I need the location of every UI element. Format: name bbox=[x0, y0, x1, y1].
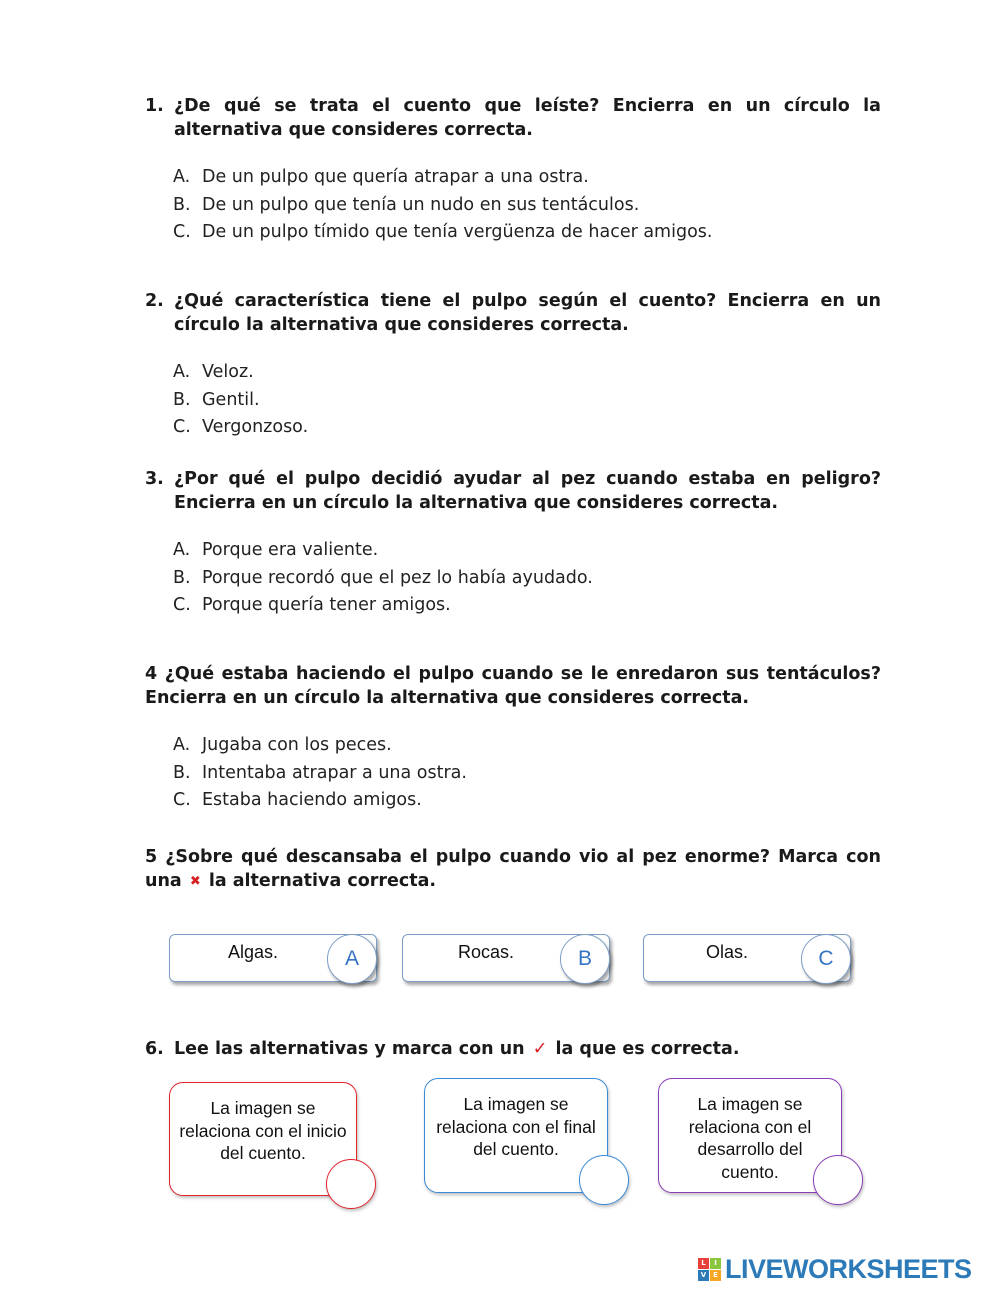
question-4-options bbox=[173, 732, 467, 815]
answer-check-circle[interactable] bbox=[813, 1155, 863, 1205]
question-text: 4 ¿Qué estaba haciendo el pulpo cuando se le enredaron sus tentáculos? Encierra en un círculo la alternativa que consideres correcta. bbox=[145, 664, 881, 708]
answer-letter-circle[interactable]: B bbox=[560, 934, 610, 984]
option-c[interactable]: C. Porque quería tener amigos. bbox=[173, 595, 451, 615]
question-text: ¿Qué característica tiene el pulpo según el cuento? Encierra en un círculo la alternativa que consideres correcta. bbox=[174, 291, 881, 335]
liveworksheets-brand bbox=[698, 1254, 972, 1285]
question-3 bbox=[145, 467, 881, 515]
question-1-options bbox=[173, 164, 712, 247]
question-number: 1. bbox=[145, 96, 164, 116]
answer-pill-b[interactable] bbox=[402, 934, 610, 982]
answer-check-circle[interactable] bbox=[579, 1155, 629, 1205]
answer-letter-circle[interactable]: C bbox=[801, 934, 851, 984]
answer-check-circle[interactable] bbox=[326, 1159, 376, 1209]
liveworksheets-logo-icon: L I V E bbox=[698, 1258, 721, 1281]
answer-card-text: La imagen se relaciona con el final del cuento. bbox=[436, 1094, 596, 1159]
question-text: Lee las alternativas y marca con un ✓ la que es correcta. bbox=[174, 1039, 740, 1059]
option-b[interactable]: B. Porque recordó que el pez lo había ayudado. bbox=[173, 567, 593, 588]
answer-text: Rocas. bbox=[457, 942, 515, 962]
answer-text: Algas. bbox=[227, 942, 279, 962]
option-a[interactable]: A. Jugaba con los peces. bbox=[173, 735, 392, 755]
option-c[interactable]: C. Estaba haciendo amigos. bbox=[173, 790, 422, 810]
answer-text: Olas. bbox=[705, 942, 748, 962]
option-a[interactable]: A. Porque era valiente. bbox=[173, 540, 379, 560]
question-number: 6. bbox=[145, 1039, 164, 1059]
option-b[interactable]: B. Intentaba atrapar a una ostra. bbox=[173, 762, 467, 783]
answer-card-inicio[interactable] bbox=[169, 1082, 357, 1196]
answer-pill-a[interactable] bbox=[169, 934, 377, 982]
option-b[interactable]: B. Gentil. bbox=[173, 389, 260, 410]
answer-letter-circle[interactable]: A bbox=[327, 934, 377, 984]
question-4 bbox=[145, 662, 881, 710]
question-text: 5 ¿Sobre qué descansaba el pulpo cuando vio al pez enorme? Marca con una ✖ la alternativa correcta. bbox=[145, 847, 881, 891]
question-text: ¿De qué se trata el cuento que leíste? Encierra en un círculo la alternativa que consideres correcta. bbox=[174, 96, 881, 140]
option-c[interactable]: C. Vergonzoso. bbox=[173, 417, 309, 437]
answer-card-desarrollo[interactable] bbox=[658, 1078, 842, 1193]
question-number: 3. bbox=[145, 469, 164, 489]
question-3-options bbox=[173, 537, 593, 620]
brand-name: LIVEWORKSHEETS bbox=[725, 1254, 972, 1284]
checkmark-icon: ✓ bbox=[532, 1039, 548, 1059]
question-number: 2. bbox=[145, 291, 164, 311]
option-a[interactable]: A. Veloz. bbox=[173, 362, 254, 382]
question-5 bbox=[145, 845, 881, 894]
option-c[interactable]: C. De un pulpo tímido que tenía vergüenza de hacer amigos. bbox=[173, 222, 713, 242]
x-mark-icon: ✖ bbox=[189, 874, 201, 889]
answer-card-final[interactable] bbox=[424, 1078, 608, 1193]
option-b[interactable]: B. De un pulpo que tenía un nudo en sus tentáculos. bbox=[173, 194, 640, 215]
question-2 bbox=[145, 289, 881, 337]
question-6 bbox=[145, 1037, 881, 1061]
answer-card-text: La imagen se relaciona con el inicio del cuento. bbox=[179, 1098, 347, 1163]
question-text: ¿Por qué el pulpo decidió ayudar al pez cuando estaba en peligro? Encierra en un círculo la alternativa que consideres correcta. bbox=[174, 469, 881, 513]
answer-pill-c[interactable] bbox=[643, 934, 851, 982]
option-a[interactable]: A. De un pulpo que quería atrapar a una ostra. bbox=[173, 167, 589, 187]
question-2-options bbox=[173, 359, 308, 442]
answer-card-text: La imagen se relaciona con el desarrollo del cuento. bbox=[688, 1094, 812, 1182]
question-1 bbox=[145, 94, 881, 142]
